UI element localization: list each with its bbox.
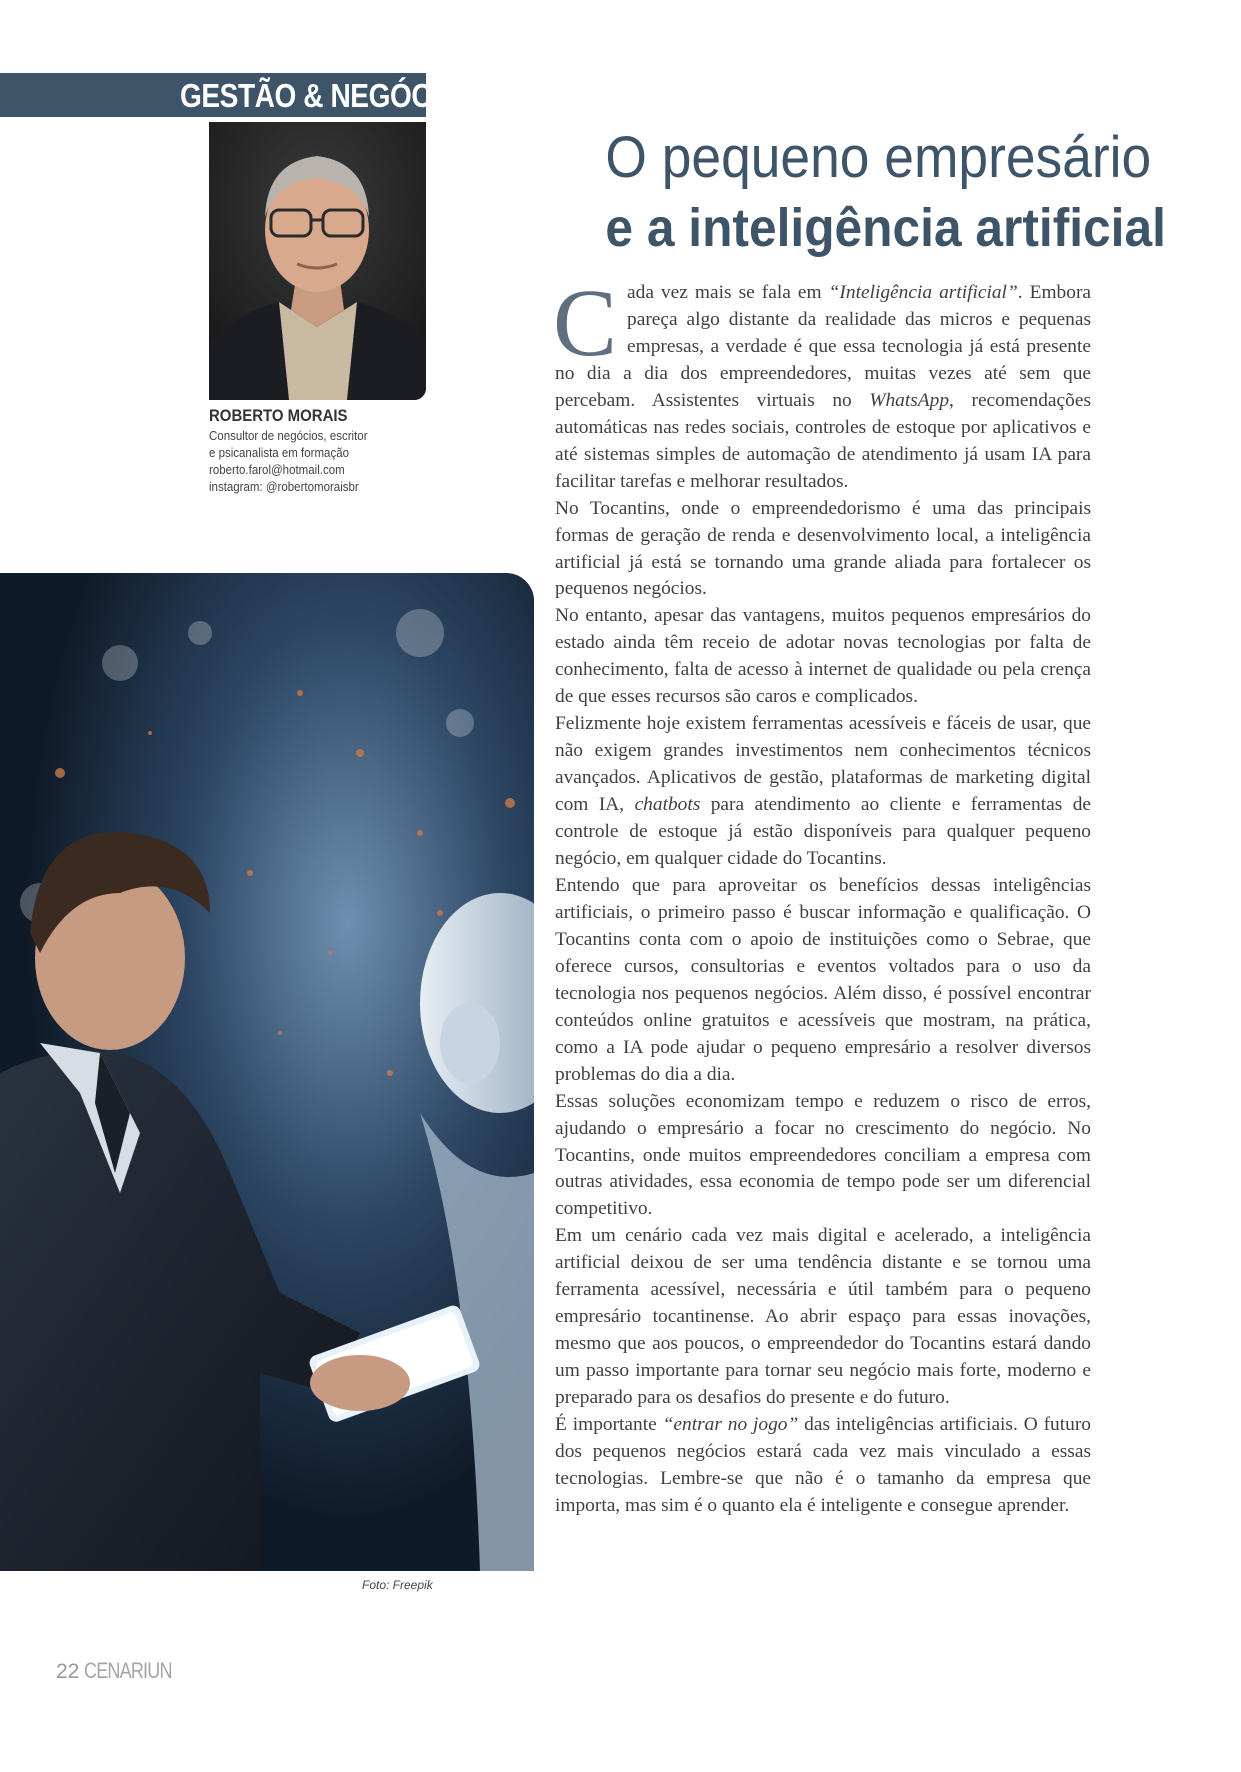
photo-credit: Foto: Freepik [362, 1578, 433, 1592]
author-role-line-1: Consultor de negócios, escritor [209, 429, 368, 443]
paragraph-8: É importante “entrar no jogo” das inteligências artificiais. O futuro dos pequenos negócios estará cada vez mais vinculado a essas tecnologias. Lembre-se que não é o tamanho da empresa que importa, mas sim é o quanto ela é inteligente e consegue aprender. [555, 1414, 1091, 1516]
drop-cap: C [553, 269, 618, 376]
article-title-line-2: e a inteligência artificial [605, 198, 1166, 258]
paragraph-5: Entendo que para aproveitar os benefícios dessas inteligências artificiais, o primeiro passo é buscar informação e qualificação. O Tocantins conta com o apoio de instituições como o Sebrae, que oferece cursos, consultorias e eventos voltados para o uso da tecnologia nos pequenos negócios. Além disso, é possível encontrar conteúdos online gratuitos e acessíveis que mostram, na prática, como a IA pode ajudar o pequeno empresário a resolver diversos problemas do dia a dia. [555, 874, 1091, 1085]
paragraph-2: No Tocantins, onde o empreendedorismo é uma das principais formas de geração de renda e desenvolvimento local, a inteligência artificial já está se tornando uma grande aliada para fortalecer os pequenos negócios. [555, 497, 1091, 600]
page-number: 22 [56, 1660, 80, 1683]
author-email[interactable]: roberto.farol@hotmail.com [209, 463, 345, 477]
paragraph-4: Felizmente hoje existem ferramentas acessíveis e fáceis de usar, que não exigem grandes investimentos nem conhecimentos técnicos avançados. Aplicativos de gestão, plataformas de marketing digital com IA, chatbots para atendimento ao cliente e ferramentas de controle de estoque já estão disponíveis para qualquer pequeno negócio, em qualquer cidade do Tocantins. [555, 713, 1091, 870]
paragraph-3: No entanto, apesar das vantagens, muitos pequenos empresários do estado ainda têm receio de adotar novas tecnologias por falta de conhecimento, falta de acesso à internet de qualidade ou pela crença de que esses recursos são caros e complicados. [555, 605, 1091, 708]
article-body [553, 269, 1092, 1520]
author-instagram[interactable]: instagram: @robertomoraisbr [209, 480, 359, 494]
author-info [209, 428, 449, 496]
magazine-logo: CENARIUN [84, 1658, 172, 1683]
author-photo [209, 122, 426, 400]
author-name: ROBERTO MORAIS [209, 406, 348, 425]
section-label: GESTÃO & NEGÓCIOS [180, 77, 479, 114]
hero-image [0, 573, 534, 1571]
article-title-line-1: O pequeno empresário [605, 125, 1152, 190]
author-role-line-2: e psicanalista em formação [209, 446, 349, 460]
paragraph-7: Em um cenário cada vez mais digital e acelerado, a inteligência artificial deixou de ser uma tendência distante e se tornou uma ferramenta acessível, necessária e útil também para o pequeno empresário tocantinense. Ao abrir espaço para essas inovações, mesmo que aos poucos, o empreendedor do Tocantins estará dando um passo importante para tornar seu negócio mais forte, moderno e preparado para os desafios do presente e do futuro. [555, 1225, 1091, 1409]
paragraph-1: Cada vez mais se fala em “Inteligência artificial”. Embora pareça algo distante da realidade das micros e pequenas empresas, a verdade é que essa tecnologia já está presente no dia a dia dos empreendedores, muitas vezes até sem que percebam. Assistentes virtuais no WhatsApp, recomendações automáticas nas redes sociais, controles de estoque por aplicativos e até sistemas simples de automação de atendimento já usam IA para facilitar tarefas e melhorar resultados. [553, 269, 1092, 492]
paragraph-6: Essas soluções economizam tempo e reduzem o risco de erros, ajudando o empresário a focar no crescimento do negócio. No Tocantins, onde muitos empreendedores conciliam a empresa com outras atividades, essa economia de tempo pode ser um diferencial competitivo. [555, 1090, 1091, 1220]
